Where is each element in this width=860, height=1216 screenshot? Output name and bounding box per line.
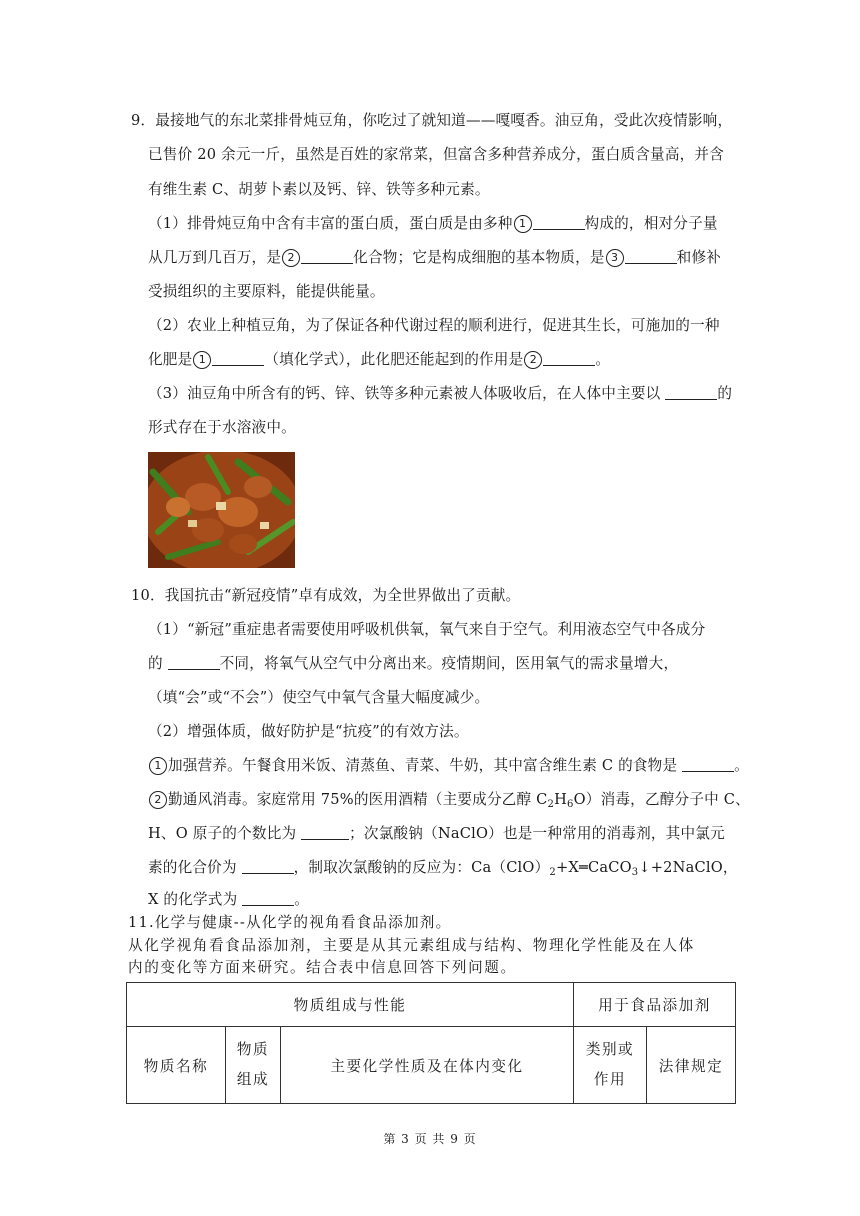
q9-line2: 已售价 20 余元一斤，虽然是百姓的家常菜，但富含多种营养成分，蛋白质含量高，并含 xyxy=(148,146,725,163)
q9-p2-text-b: 化肥是 xyxy=(148,351,193,368)
q9-part2-line2 xyxy=(148,350,610,370)
circled-number-icon: 1 xyxy=(193,351,211,369)
page-footer: 第 3 页 共 9 页 xyxy=(383,1132,477,1146)
q10-s5-text-a: X 的化学式为 xyxy=(148,891,238,908)
table-header-composition: 物质组成与性能 xyxy=(127,983,574,1027)
q10-part1-line3: （填“会”或“不会”）使空气中氧气含量大幅度减少。 xyxy=(148,689,490,706)
answer-blank xyxy=(543,351,595,366)
subscript: 6 xyxy=(567,799,574,810)
q9-p2-text-c: （填化学式），此化肥还能起到的作用是 xyxy=(264,351,524,368)
q10-sub1 xyxy=(148,756,749,776)
q10-sub2-line2 xyxy=(148,824,725,844)
q10-part2: （2）增强体质，做好防护是“抗疫”的有效方法。 xyxy=(148,723,469,740)
subscript: 3 xyxy=(631,867,639,878)
subscript: 2 xyxy=(549,867,556,878)
q9-p1-text-c: 从几万到几百万，是 xyxy=(148,249,282,266)
q9-p1-text-a: （1）排骨炖豆角中含有丰富的蛋白质，蛋白质是由多种 xyxy=(148,215,513,232)
table-col-name: 物质名称 xyxy=(127,1027,226,1104)
q10-s3-text-a: H、O 原子的个数比为 xyxy=(148,825,297,842)
table-col-category-line1: 类别或 xyxy=(585,1041,635,1058)
table-subheader-row xyxy=(127,1027,736,1104)
subscript: 2 xyxy=(547,799,555,810)
q9-part1-line2 xyxy=(148,248,721,268)
circled-number-icon: 2 xyxy=(282,249,300,267)
q11-intro-line1: 从化学视角看食品添加剂，主要是从其元素组成与结构、物理化学性能及在人体 xyxy=(128,937,695,954)
answer-blank xyxy=(212,351,264,366)
q10-line1: 10．我国抗击“新冠疫情”卓有成效，为全世界做出了贡献。 xyxy=(131,587,521,604)
answer-blank xyxy=(625,249,677,264)
q10-sub2-line4 xyxy=(148,890,309,910)
q10-s4-text-c: +X═CaCO xyxy=(555,859,632,876)
q9-p1-text-d: 化合物；它是构成细胞的基本物质，是 xyxy=(353,249,605,266)
table-col-law: 法律规定 xyxy=(647,1027,736,1104)
q10-s2-text-a: 勤通风消毒。家庭常用 75%的医用酒精（主要成分乙醇 C xyxy=(168,791,548,808)
q10-s1-text-b: 。 xyxy=(734,757,749,774)
q9-line1: 9．最接地气的东北菜排骨炖豆角，你吃过了就知道——嘎嘎香。油豆角，受此次疫情影响， xyxy=(131,112,733,129)
q10-s3-text-b: ；次氯酸钠（NaClO）也是一种常用的消毒剂，其中氯元 xyxy=(349,825,725,842)
q10-s4-text-d: ↓+2NaClO， xyxy=(638,859,738,876)
answer-blank xyxy=(242,859,294,874)
q10-s5-text-b: 。 xyxy=(294,891,310,908)
q10-s2-text-b: O）消毒，乙醇分子中 C、 xyxy=(573,791,750,808)
table-header-row xyxy=(127,983,736,1027)
q10-s1-text-a: 加强营养。午餐食用米饭、清蒸鱼、青菜、牛奶，其中富含维生素 C 的食物是 xyxy=(168,757,678,774)
answer-blank xyxy=(301,825,349,840)
answer-blank xyxy=(168,655,220,670)
q10-part1-line2 xyxy=(148,654,678,674)
table-header-additive: 用于食品添加剂 xyxy=(574,983,736,1027)
table-col-composition-line1: 物质 xyxy=(236,1041,270,1058)
q10-p1-text-c: 不同，将氧气从空气中分离出来。疫情期间，医用氧气的需求量增大， xyxy=(219,655,679,672)
table-col-composition xyxy=(226,1027,281,1104)
q9-part3-line1 xyxy=(148,384,732,404)
q9-p1-text-b: 构成的，相对分子量 xyxy=(584,215,718,232)
q10-s2-text-mid: H xyxy=(554,791,568,808)
q11-title: 11.化学与健康--从化学的视角看食品添加剂。 xyxy=(128,914,452,931)
q9-p2-text-d: 。 xyxy=(595,351,611,368)
food-photo-icon xyxy=(148,452,295,568)
answer-blank xyxy=(301,249,353,264)
table-col-composition-line2: 组成 xyxy=(236,1071,270,1088)
table-col-properties: 主要化学性质及在体内变化 xyxy=(281,1027,574,1104)
braised-beans-photo xyxy=(148,452,295,568)
answer-blank xyxy=(682,757,734,772)
circled-number-icon: 2 xyxy=(149,791,167,809)
food-additive-table xyxy=(126,982,736,1104)
q10-sub2-line3 xyxy=(148,858,738,878)
q10-s4-text-a: 素的化合价为 xyxy=(148,859,237,876)
answer-blank xyxy=(665,385,717,400)
q9-p1-text-e: 和修补 xyxy=(676,249,722,266)
q9-part2-line1: （2）农业上种植豆角，为了保证各种代谢过程的顺利进行，促进其生长，可施加的一种 xyxy=(148,317,720,334)
circled-number-icon: 3 xyxy=(606,249,624,267)
q9-part1-line1 xyxy=(148,214,718,234)
table-col-category-line2: 作用 xyxy=(593,1071,627,1088)
circled-number-icon: 2 xyxy=(524,351,542,369)
q10-p1-text-b: 的 xyxy=(148,655,163,672)
answer-blank xyxy=(242,891,294,906)
q9-p3-text-a: （3）油豆角中所含有的钙、锌、铁等多种元素被人体吸收后，在人体中主要以 xyxy=(148,385,661,402)
q9-part1-line3: 受损组织的主要原料，能提供能量。 xyxy=(148,283,385,300)
answer-blank xyxy=(533,215,585,230)
circled-number-icon: 1 xyxy=(514,215,532,233)
q10-sub2-line1 xyxy=(148,790,750,810)
q10-s4-text-b: ，制取次氯酸钠的反应为：Ca（ClO） xyxy=(293,859,550,876)
table-col-category xyxy=(574,1027,647,1104)
q9-line3: 有维生素 C、胡萝卜素以及钙、锌、铁等多种元素。 xyxy=(148,181,490,198)
q9-part3-line2: 形式存在于水溶液中。 xyxy=(148,419,296,436)
q11-intro-line2: 内的变化等方面来研究。结合表中信息回答下列问题。 xyxy=(128,959,517,976)
q9-p3-text-b: 的 xyxy=(717,385,733,402)
circled-number-icon: 1 xyxy=(149,757,167,775)
q10-part1-line1: （1）“新冠”重症患者需要使用呼吸机供氧，氧气来自于空气。利用液态空气中各成分 xyxy=(148,621,706,638)
